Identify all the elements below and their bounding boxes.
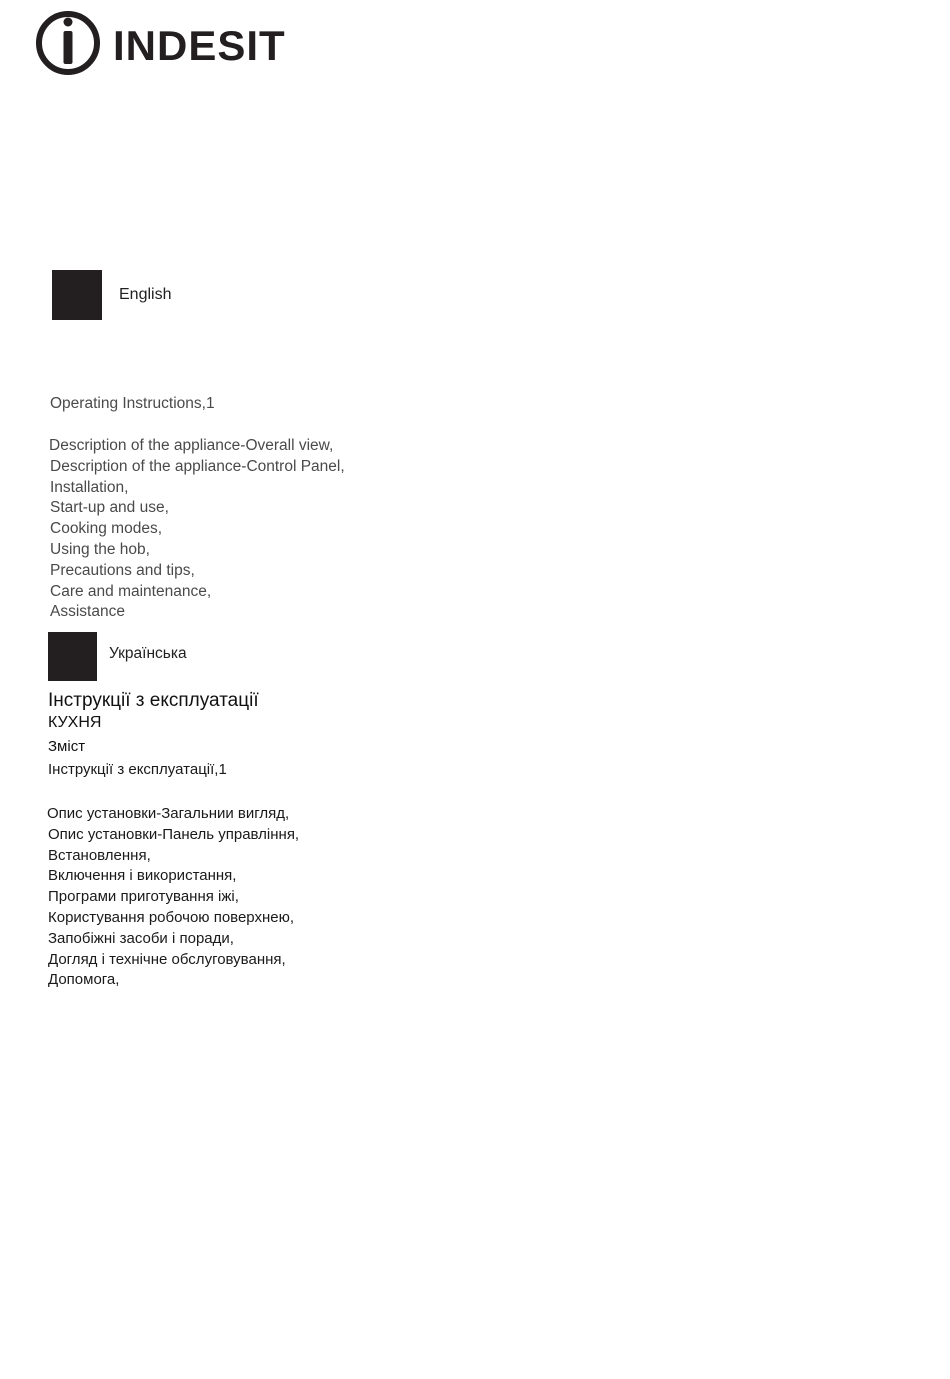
- list-item: Запобіжні засоби і поради,: [48, 929, 234, 947]
- ukrainian-contents-heading: Зміст: [48, 738, 86, 755]
- list-item: Включення і використання,: [48, 867, 237, 885]
- list-item: Assistance: [50, 603, 125, 621]
- list-item: Опис установки-Панель управління,: [48, 825, 300, 843]
- english-operating-instructions: Operating Instructions,1: [50, 395, 215, 412]
- indesit-logo: [35, 8, 295, 78]
- ukrainian-language-label: Українська: [109, 645, 187, 662]
- list-item: Допомога,: [48, 971, 120, 989]
- ukrainian-language-marker: [48, 632, 97, 681]
- indesit-logo-mark: [35, 8, 295, 78]
- english-contents-list: [49, 436, 345, 623]
- list-item: Користування робочою поверхнею,: [48, 908, 295, 926]
- list-item: Using the hob,: [50, 540, 150, 558]
- list-item: Догляд і технічне обслуговування,: [48, 950, 286, 968]
- indesit-wordmark: INDESIT: [113, 22, 286, 69]
- list-item: Встановлення,: [48, 846, 151, 864]
- english-language-marker: [52, 270, 102, 320]
- ukrainian-operating-instructions: Інструкції з експлуатації,1: [48, 761, 227, 778]
- english-language-label: English: [119, 286, 172, 303]
- list-item: Precautions and tips,: [50, 561, 195, 579]
- ukrainian-subtitle: КУХНЯ: [48, 714, 102, 731]
- list-item: Програми приготування іжі,: [48, 888, 239, 906]
- list-item: Description of the appliance-Control Panel,: [50, 457, 345, 475]
- list-item: Опис установки-Загальнии вигляд,: [47, 805, 290, 822]
- list-item: Cooking modes,: [50, 520, 163, 538]
- list-item: Care and maintenance,: [50, 582, 212, 600]
- list-item: Start-up and use,: [50, 499, 169, 517]
- ukrainian-contents-list: [47, 804, 299, 991]
- list-item: Description of the appliance-Overall view,: [49, 437, 334, 454]
- list-item: Installation,: [50, 478, 129, 496]
- ukrainian-title: Інструкції з експлуатації: [48, 690, 259, 711]
